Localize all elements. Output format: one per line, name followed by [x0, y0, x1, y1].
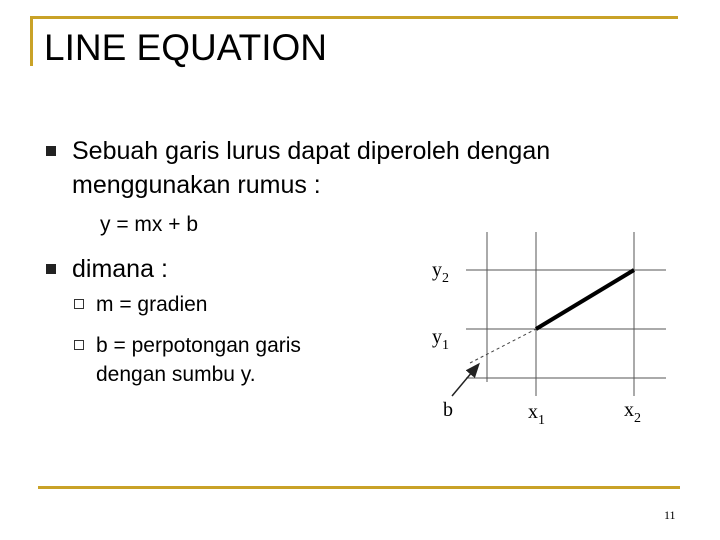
page-number: 11 — [664, 508, 676, 522]
label-x2: $x_2$ — [624, 399, 641, 426]
line-segment — [536, 270, 634, 329]
dashed-extension-line — [470, 329, 536, 363]
slide-title: LINE EQUATION — [44, 27, 328, 68]
label-x1: $x_1$ — [528, 401, 545, 428]
label-y2: $y_2$ — [432, 259, 449, 286]
label-y1: $y_1$ — [432, 326, 449, 353]
sub-bullet1-text: m = gradien — [96, 293, 208, 316]
bullet1-line1: Sebuah garis lurus dapat diperoleh dengan — [72, 137, 551, 165]
sub-bullet2-line1: b = perpotongan garis — [96, 334, 301, 357]
sub-bullet2-line2: dengan sumbu y. — [96, 363, 256, 386]
label-b: b — [443, 399, 453, 421]
bullet2-text: dimana : — [72, 255, 168, 283]
bullet1-line2: menggunakan rumus : — [72, 171, 321, 199]
formula: y = mx + b — [100, 213, 199, 236]
intercept-arrow — [452, 365, 478, 396]
